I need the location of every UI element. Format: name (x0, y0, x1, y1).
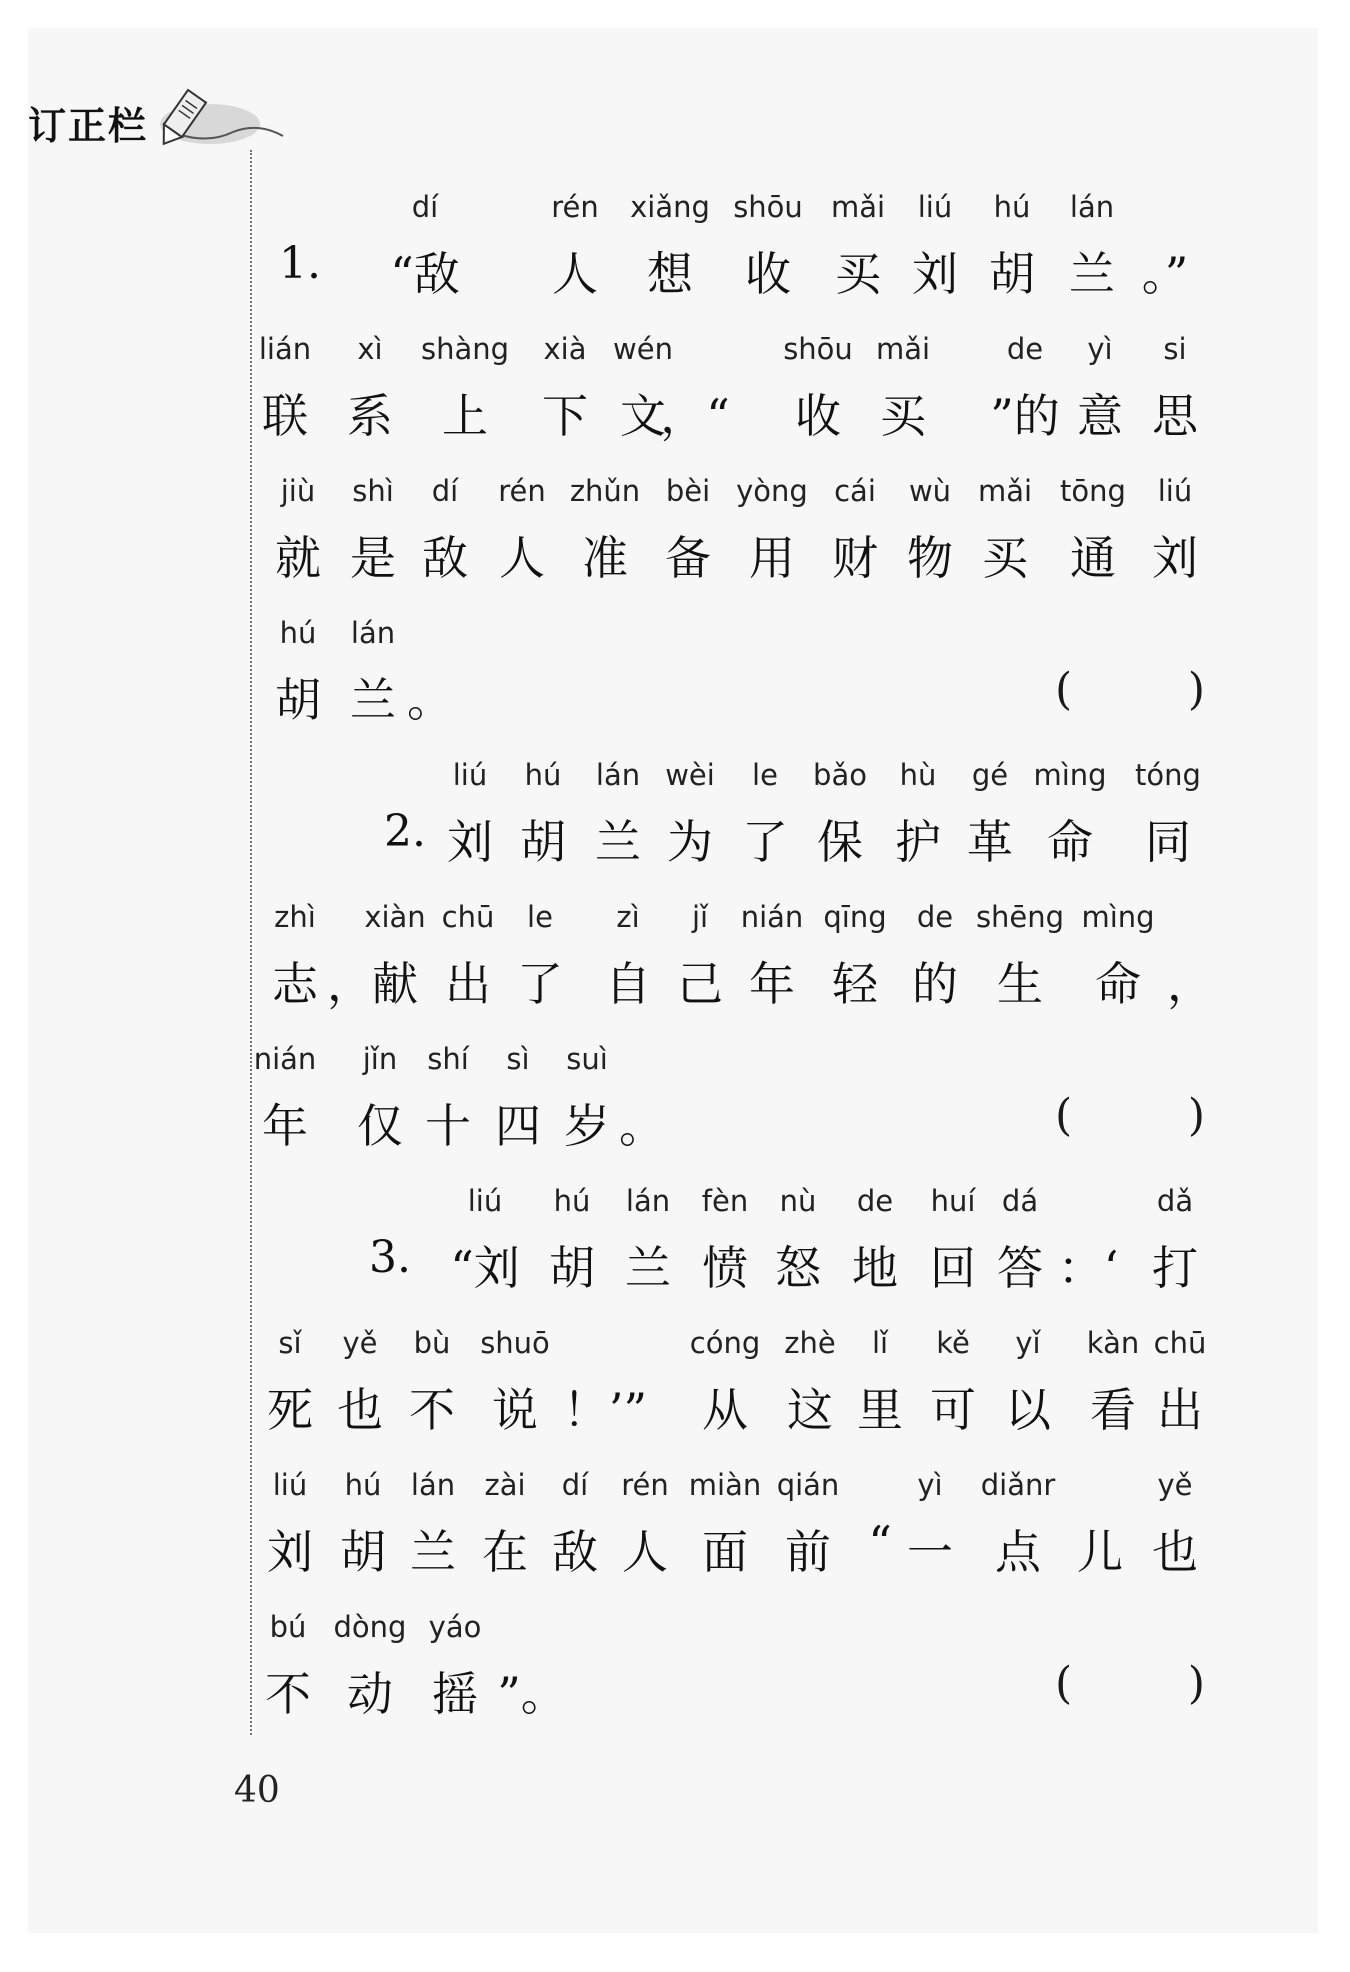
hanzi: 点 (995, 1525, 1041, 1579)
hanzi: 敌 (422, 531, 468, 585)
pinyin: qián (776, 1468, 840, 1502)
hanzi: 收 (745, 247, 791, 301)
pinyin: si (1163, 332, 1187, 366)
hanzi: 。 (619, 1099, 665, 1153)
pinyin: nián (740, 900, 804, 934)
hanzi: 兰 (410, 1525, 456, 1579)
pinyin: hù (899, 758, 937, 792)
margin-divider (250, 150, 252, 1735)
hanzi: 胡 (275, 673, 321, 727)
pinyin: liú (1157, 474, 1193, 508)
item-number: 3. (369, 1232, 411, 1283)
pinyin: cóng (689, 1326, 761, 1360)
pinyin: kě (936, 1326, 970, 1360)
text-line (253, 1042, 1205, 1184)
hanzi: 刘 (447, 815, 493, 869)
hanzi: 看 (1090, 1383, 1136, 1437)
item-number: 2. (384, 806, 426, 857)
pinyin: sì (506, 1042, 530, 1076)
pinyin: jǐ (691, 900, 709, 934)
left-paren: ( (1055, 664, 1073, 715)
pinyin: tóng (1135, 758, 1201, 792)
hanzi: 以 (1005, 1383, 1051, 1437)
text-line (270, 900, 1213, 1042)
pinyin: shì (352, 474, 394, 508)
pinyin: gé (971, 758, 1009, 792)
hanzi: 兰 (625, 1241, 671, 1295)
hanzi: 备 (665, 531, 711, 585)
pinyin: sǐ (278, 1326, 302, 1360)
hanzi: 财 (832, 531, 878, 585)
pinyin: dí (411, 190, 439, 224)
pinyin: rén (621, 1468, 669, 1502)
correction-title: 订正栏 (28, 103, 149, 148)
pinyin: chū (441, 900, 495, 934)
pinyin: xiǎng (630, 190, 710, 224)
hanzi: 仅 (357, 1099, 403, 1153)
hanzi: 答 (997, 1241, 1043, 1295)
text-line (270, 474, 1205, 616)
hanzi: 买 (835, 247, 881, 301)
pinyin: lǐ (871, 1326, 889, 1360)
hanzi: ”的 (990, 389, 1060, 443)
pinyin: yě (1157, 1468, 1193, 1502)
pinyin: zhǔn (569, 474, 641, 508)
hanzi: 人 (552, 247, 598, 301)
hanzi: 买 (982, 531, 1028, 585)
hanzi: 献 (372, 957, 418, 1011)
text-line (270, 616, 1205, 758)
text-line (267, 1326, 1207, 1468)
hanzi: 也 (337, 1383, 383, 1437)
hanzi: 前 (785, 1525, 831, 1579)
pinyin: xì (357, 332, 383, 366)
pinyin: jǐn (362, 1042, 398, 1076)
pinyin: chū (1153, 1326, 1207, 1360)
hanzi: 己 (677, 957, 723, 1011)
hanzi: 兰 (350, 673, 396, 727)
text-line (267, 1468, 1205, 1610)
pinyin: shuō (480, 1326, 550, 1360)
pinyin: yòng (736, 474, 808, 508)
hanzi: 胡 (549, 1241, 595, 1295)
page-number: 40 (234, 1770, 280, 1811)
pinyin: miàn (688, 1468, 762, 1502)
pinyin: jiù (280, 474, 316, 508)
pinyin: cái (834, 474, 876, 508)
pinyin: mǎi (875, 332, 931, 366)
hanzi: ， (327, 957, 373, 1011)
text-line (270, 190, 1205, 332)
correction-header (28, 92, 148, 152)
hanzi: 用 (749, 531, 795, 585)
hanzi: 命 (1047, 815, 1093, 869)
hanzi: 志 (272, 957, 318, 1011)
pinyin: zì (616, 900, 640, 934)
hanzi: 保 (817, 815, 863, 869)
hanzi: 地 (852, 1241, 898, 1295)
hanzi: 物 (907, 531, 953, 585)
hanzi: 联 (262, 389, 308, 443)
pinyin: lán (350, 616, 396, 650)
pencil-icon (148, 84, 288, 154)
pinyin: hú (553, 1184, 591, 1218)
exercise-item (253, 758, 1213, 1184)
right-paren: ) (1187, 664, 1205, 715)
pinyin: kàn (1086, 1326, 1140, 1360)
pinyin: lán (410, 1468, 456, 1502)
pinyin: nù (779, 1184, 817, 1218)
pinyin: bǎo (813, 758, 867, 792)
text-line (270, 758, 1205, 900)
hanzi: 不 (265, 1667, 311, 1721)
hanzi: 面 (702, 1525, 748, 1579)
pinyin: mìng (1081, 900, 1155, 934)
pinyin: rén (551, 190, 599, 224)
hanzi: “刘 (450, 1241, 520, 1295)
pinyin: shōu (783, 332, 853, 366)
hanzi: 人 (499, 531, 545, 585)
hanzi: 年 (749, 957, 795, 1011)
hanzi: ：‘ (1057, 1241, 1119, 1295)
hanzi: 了 (517, 957, 563, 1011)
text-line (265, 1610, 1205, 1752)
pinyin: mǎi (830, 190, 886, 224)
pinyin: shàng (420, 332, 510, 366)
text-line (258, 332, 1205, 474)
pinyin: liú (452, 758, 488, 792)
hanzi: 刘 (912, 247, 958, 301)
hanzi: 打 (1152, 1241, 1198, 1295)
hanzi: 命 (1095, 957, 1141, 1011)
pinyin: tōng (1060, 474, 1126, 508)
pinyin: lán (625, 1184, 671, 1218)
pinyin: yǐ (1015, 1326, 1041, 1360)
hanzi: ， (1167, 957, 1213, 1011)
pinyin: le (527, 900, 553, 934)
hanzi: 也 (1152, 1525, 1198, 1579)
hanzi: ，“ (660, 389, 730, 443)
pinyin: rén (498, 474, 546, 508)
pinyin: zhì (274, 900, 316, 934)
text-line (270, 1184, 1205, 1326)
hanzi: 说 (492, 1383, 538, 1437)
hanzi: “敌 (390, 247, 460, 301)
pinyin: bèi (665, 474, 711, 508)
pinyin: yě (342, 1326, 378, 1360)
pinyin: shēng (975, 900, 1065, 934)
hanzi: 生 (997, 957, 1043, 1011)
pinyin: hú (993, 190, 1031, 224)
pinyin: mǎi (977, 474, 1033, 508)
hanzi: 死 (267, 1383, 313, 1437)
hanzi: ”。 (497, 1667, 567, 1721)
hanzi: 护 (895, 815, 941, 869)
left-paren: ( (1055, 1658, 1073, 1709)
pinyin: lián (258, 332, 312, 366)
hanzi: 思 (1152, 389, 1198, 443)
pinyin: de (1006, 332, 1044, 366)
hanzi: 一 (907, 1525, 953, 1579)
pinyin: shōu (733, 190, 803, 224)
pinyin: dá (1001, 1184, 1039, 1218)
pinyin: dí (561, 1468, 589, 1502)
pinyin: dòng (333, 1610, 407, 1644)
hanzi: 这 (787, 1383, 833, 1437)
pinyin: nián (253, 1042, 317, 1076)
hanzi: 意 (1077, 389, 1123, 443)
hanzi: 回 (930, 1241, 976, 1295)
hanzi: 同 (1145, 815, 1191, 869)
hanzi: 岁 (564, 1099, 610, 1153)
pinyin: liú (272, 1468, 308, 1502)
hanzi: 系 (347, 389, 393, 443)
hanzi: 革 (967, 815, 1013, 869)
hanzi: 不 (409, 1383, 455, 1437)
hanzi: 兰 (595, 815, 641, 869)
hanzi: 儿 (1077, 1525, 1123, 1579)
pinyin: hú (524, 758, 562, 792)
pinyin: zài (484, 1468, 526, 1502)
pinyin: dǎ (1156, 1184, 1194, 1218)
pinyin: yì (917, 1468, 943, 1502)
pinyin: xiàn (364, 900, 426, 934)
pinyin: wù (908, 474, 952, 508)
hanzi: 可 (930, 1383, 976, 1437)
pinyin: yáo (428, 1610, 482, 1644)
pinyin: de (856, 1184, 894, 1218)
exercise-content (253, 190, 1213, 1752)
pinyin: mìng (1033, 758, 1107, 792)
hanzi: 为 (667, 815, 713, 869)
hanzi: 买 (880, 389, 926, 443)
pinyin: diǎnr (980, 1468, 1056, 1502)
hanzi: 想 (647, 247, 693, 301)
pinyin: yì (1087, 332, 1113, 366)
hanzi: 准 (582, 531, 628, 585)
hanzi: 的 (912, 957, 958, 1011)
pinyin: fèn (701, 1184, 749, 1218)
hanzi: 上 (442, 389, 488, 443)
pinyin: hú (344, 1468, 382, 1502)
hanzi: 动 (347, 1667, 393, 1721)
right-paren: ) (1187, 1090, 1205, 1141)
hanzi: 里 (857, 1383, 903, 1437)
pinyin: huí (930, 1184, 976, 1218)
hanzi: 。” (1141, 247, 1189, 301)
hanzi: 从 (702, 1383, 748, 1437)
hanzi: 在 (482, 1525, 528, 1579)
hanzi: 就 (275, 531, 321, 585)
hanzi: 敌 (552, 1525, 598, 1579)
pinyin: liú (467, 1184, 503, 1218)
pinyin: qīng (823, 900, 887, 934)
hanzi: 文 (620, 389, 666, 443)
hanzi: 是 (350, 531, 396, 585)
pinyin: lán (595, 758, 641, 792)
answer-blank[interactable] (1055, 664, 1205, 715)
hanzi: 收 (795, 389, 841, 443)
pinyin: xià (543, 332, 587, 366)
hanzi: 摇 (432, 1667, 478, 1721)
hanzi: 愤 (702, 1241, 748, 1295)
pinyin: de (916, 900, 954, 934)
pinyin: suì (566, 1042, 608, 1076)
hanzi: 自 (605, 957, 651, 1011)
answer-blank[interactable] (1055, 1090, 1205, 1141)
hanzi: 轻 (832, 957, 878, 1011)
right-paren: ) (1187, 1658, 1205, 1709)
pinyin: wén (613, 332, 673, 366)
pinyin: hú (279, 616, 317, 650)
pinyin: liú (917, 190, 953, 224)
hanzi: ！’” (562, 1383, 648, 1437)
left-paren: ( (1055, 1090, 1073, 1141)
hanzi: 了 (742, 815, 788, 869)
hanzi: 下 (542, 389, 588, 443)
hanzi: 通 (1070, 531, 1116, 585)
pinyin: bú (269, 1610, 307, 1644)
item-number: 1. (279, 238, 321, 289)
hanzi: 胡 (989, 247, 1035, 301)
hanzi: 刘 (267, 1525, 313, 1579)
hanzi: 胡 (340, 1525, 386, 1579)
pinyin: bù (413, 1326, 451, 1360)
exercise-item (258, 190, 1205, 758)
hanzi: 胡 (520, 815, 566, 869)
hanzi: 出 (445, 957, 491, 1011)
hanzi: 。 (407, 673, 453, 727)
hanzi: 怒 (775, 1241, 821, 1295)
hanzi: 兰 (1069, 247, 1115, 301)
hanzi: 出 (1157, 1383, 1203, 1437)
pinyin: le (752, 758, 778, 792)
pinyin: zhè (784, 1326, 836, 1360)
exercise-item (265, 1184, 1207, 1752)
hanzi: 刘 (1152, 531, 1198, 585)
hanzi: 年 (262, 1099, 308, 1153)
pinyin: shí (427, 1042, 469, 1076)
hanzi: 人 (622, 1525, 668, 1579)
pinyin: dí (431, 474, 459, 508)
pinyin: wèi (665, 758, 715, 792)
pinyin: lán (1069, 190, 1115, 224)
hanzi: 十 (425, 1099, 471, 1153)
hanzi: “ (868, 1516, 892, 1570)
answer-blank[interactable] (1055, 1658, 1205, 1709)
hanzi: 四 (495, 1099, 541, 1153)
